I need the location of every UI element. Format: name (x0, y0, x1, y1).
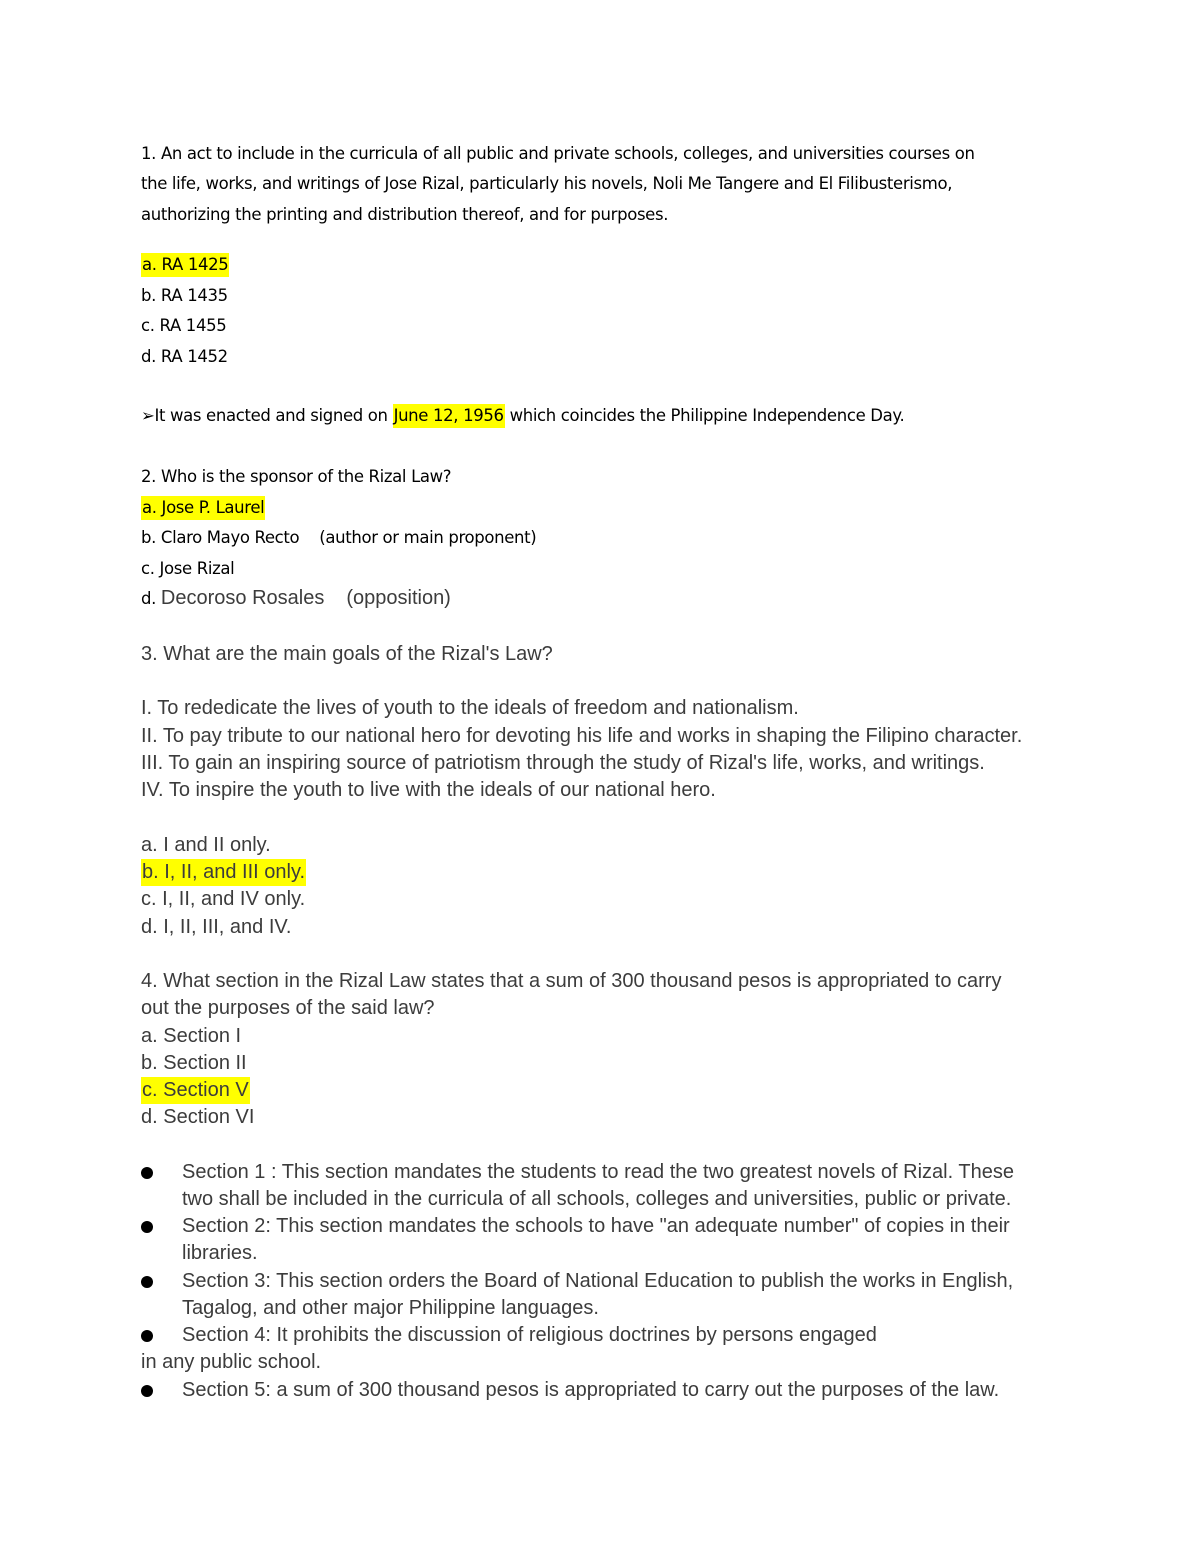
answer-highlight: c. Section V (141, 1077, 250, 1104)
q4-option-a: a. Section I (141, 1025, 242, 1047)
q2-option-c: c. Jose Rizal (141, 559, 235, 578)
answer-highlight: b. I, II, and III only. (141, 859, 306, 886)
q1-line-3: authorizing the printing and distribution thereof, and for purposes. (141, 205, 669, 224)
section-4-line-2: in any public school. (141, 1351, 322, 1373)
answer-highlight: a. Jose P. Laurel (141, 496, 265, 520)
q1-option-a (141, 255, 229, 274)
arrow-bullet-icon: ➢ (141, 406, 155, 425)
q2-option-d-note: (opposition) (346, 587, 451, 609)
q2-option-d: d. Decoroso Rosales (opposition) (141, 587, 451, 609)
bullet-icon (141, 1276, 153, 1288)
q1-option-d: d. RA 1452 (141, 347, 228, 366)
q3-option-a: a. I and II only. (141, 834, 271, 856)
section-2-line-2: libraries. (182, 1242, 258, 1264)
q3-option-c: c. I, II, and IV only. (141, 888, 306, 910)
q1-note: ➢It was enacted and signed on June 12, 1956 which coincides the Philippine Independence Day. (141, 406, 904, 425)
section-1-line-1: Section 1 : This section mandates the students to read the two greatest novels of Rizal. These (182, 1161, 1014, 1183)
q4-option-d: d. Section VI (141, 1106, 255, 1128)
bullet-icon (141, 1221, 153, 1233)
q3-option-d: d. I, II, III, and IV. (141, 916, 292, 938)
q3-goal-4: IV. To inspire the youth to live with the ideals of our national hero. (141, 779, 716, 801)
section-4-line-1: Section 4: It prohibits the discussion of religious doctrines by persons engaged (182, 1324, 877, 1346)
q1-line-2: the life, works, and writings of Jose Rizal, particularly his novels, Noli Me Tangere and El Filibusterismo, (141, 174, 953, 193)
section-3-line-2: Tagalog, and other major Philippine languages. (182, 1297, 599, 1319)
q2-question: 2. Who is the sponsor of the Rizal Law? (141, 467, 452, 486)
bullet-icon (141, 1330, 153, 1342)
q3-goal-1: I. To rededicate the lives of youth to the ideals of freedom and nationalism. (141, 697, 799, 719)
section-2-line-1: Section 2: This section mandates the schools to have "an adequate number" of copies in their (182, 1215, 1010, 1237)
q3-question: 3. What are the main goals of the Rizal's Law? (141, 643, 553, 665)
answer-highlight: a. RA 1425 (141, 253, 229, 277)
bullet-icon (141, 1167, 153, 1179)
q4-question-line-2: out the purposes of the said law? (141, 997, 435, 1019)
q4-option-b: b. Section II (141, 1052, 247, 1074)
section-3-line-1: Section 3: This section orders the Board of National Education to publish the works in English, (182, 1270, 1014, 1292)
q1-option-b: b. RA 1435 (141, 286, 228, 305)
q2-option-b: b. Claro Mayo Recto (author or main proponent) (141, 528, 537, 547)
q4-option-c (141, 1079, 250, 1102)
section-1-line-2: two shall be included in the curricula of all schools, colleges and universities, public or private. (182, 1188, 1012, 1210)
q1-line-1: 1. An act to include in the curricula of all public and private schools, colleges, and universities courses on (141, 144, 975, 163)
q3-option-b (141, 861, 306, 884)
date-highlight: June 12, 1956 (393, 404, 505, 428)
section-5-line-1: Section 5: a sum of 300 thousand pesos is appropriated to carry out the purposes of the law. (182, 1379, 1000, 1401)
bullet-icon (141, 1385, 153, 1397)
q3-goal-3: III. To gain an inspiring source of patriotism through the study of Rizal's life, works, and writings. (141, 752, 985, 774)
q2-option-b-note: (author or main proponent) (319, 528, 537, 547)
q2-option-a (141, 498, 265, 517)
q1-option-c: c. RA 1455 (141, 316, 227, 335)
q3-goal-2: II. To pay tribute to our national hero for devoting his life and works in shaping the Filipino character. (141, 725, 1023, 747)
q4-question-line-1: 4. What section in the Rizal Law states that a sum of 300 thousand pesos is appropriated to carry (141, 970, 1002, 992)
